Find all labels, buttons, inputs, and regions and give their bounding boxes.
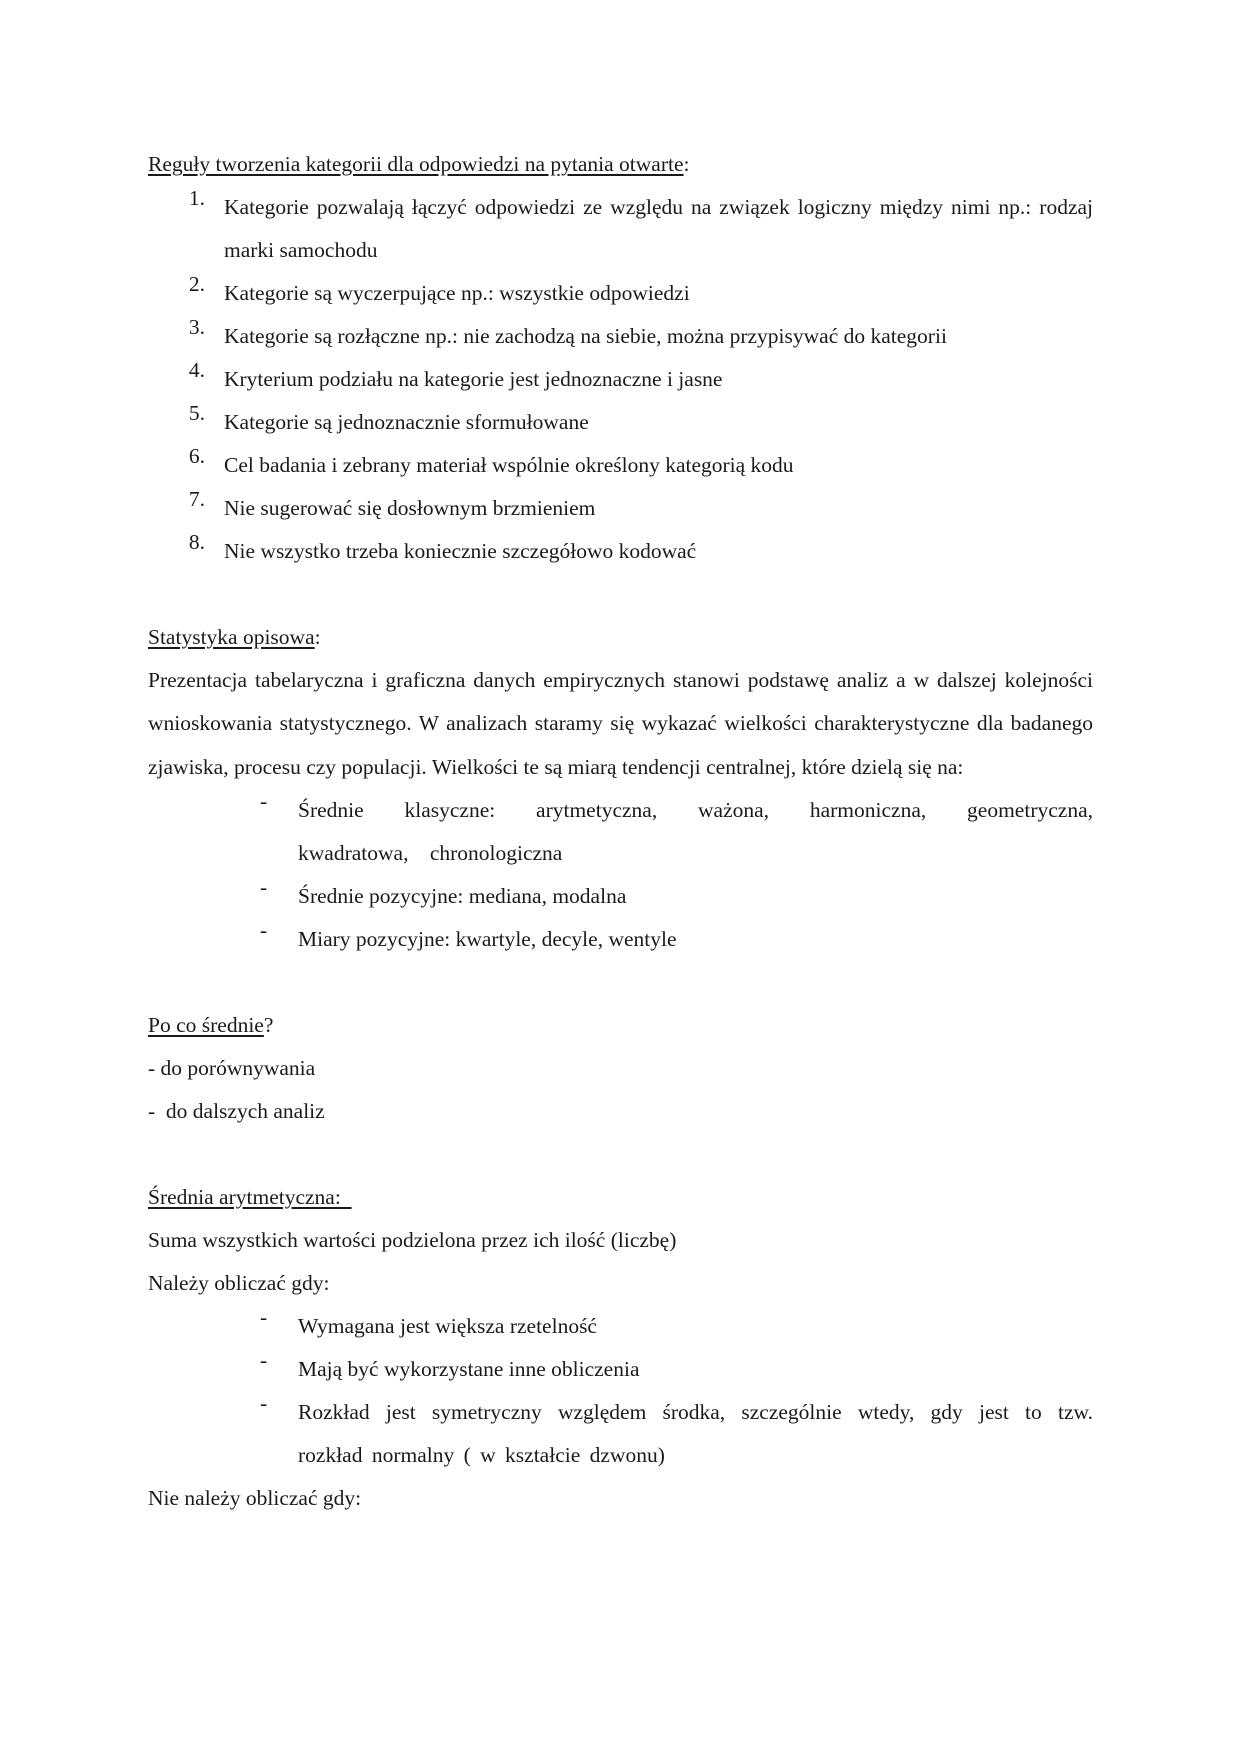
section-heading-rules	[148, 143, 1093, 186]
list-number: 3.	[188, 315, 205, 339]
list-item	[148, 875, 1093, 918]
list-text: Kategorie pozwalają łączyć odpowiedzi ze względu na związek logiczny między nimi np.: rodzaj marki samochodu	[224, 195, 1093, 262]
list-text: Średnie pozycyjne: mediana, modalna	[298, 883, 627, 908]
list-text: Kategorie są rozłączne np.: nie zachodzą na siebie, można przypisywać do kategorii	[224, 324, 947, 348]
descriptive-stats-paragraph: Prezentacja tabelaryczna i graficzna danych empirycznych stanowi podstawę analiz a w dalszej kolejności wnioskowania statystycznego. W analizach staramy się wykazać wielkości charakterystyczne dla badanego zjawiska, procesu czy populacji. Wielkości te są miarą tendencji centralnej, które dzielą się na:	[148, 668, 1093, 779]
list-item	[148, 530, 1093, 573]
heading-suffix: :	[314, 625, 321, 649]
list-item	[148, 401, 1093, 444]
section-heading-why-means	[148, 1004, 1093, 1047]
blank-line	[148, 1133, 1093, 1176]
blank-line	[148, 573, 1093, 616]
conditions-dash-list	[148, 1305, 1093, 1477]
list-dash: -	[260, 917, 268, 942]
list-item	[148, 1348, 1093, 1391]
section-heading-descriptive-stats	[148, 616, 1093, 659]
heading-text: Reguły tworzenia kategorii dla odpowiedzi na pytania otwarte	[148, 152, 684, 176]
list-text: Wymagana jest większa rzetelność	[298, 1313, 597, 1338]
list-dash: -	[260, 1304, 268, 1329]
list-dash: -	[260, 874, 268, 899]
list-number: 2.	[188, 272, 205, 296]
why-means-line: - do dalszych analiz	[148, 1098, 325, 1123]
list-item	[148, 789, 1093, 875]
list-number: 6.	[188, 444, 205, 468]
list-text: Średnie klasyczne: arytmetyczna, ważona, harmoniczna, geometryczna, kwadratowa, chronologiczna	[298, 797, 1093, 865]
list-item	[148, 444, 1093, 487]
list-number: 8.	[188, 530, 205, 554]
list-item	[148, 1391, 1093, 1477]
section-heading-arithmetic-mean	[148, 1176, 1093, 1219]
list-dash: -	[260, 1390, 268, 1415]
list-text: Nie sugerować się dosłownym brzmieniem	[224, 496, 596, 520]
measures-dash-list	[148, 789, 1093, 961]
list-text: Miary pozycyjne: kwartyle, decyle, wentyle	[298, 926, 677, 951]
arithmetic-mean-definition: Suma wszystkich wartości podzielona przez ich ilość (liczbę)	[148, 1227, 677, 1252]
list-text: Kryterium podziału na kategorie jest jednoznaczne i jasne	[224, 367, 723, 391]
list-item	[148, 315, 1093, 358]
heading-text: Po co średnie	[148, 1012, 264, 1037]
should-not-calculate-label: Nie należy obliczać gdy:	[148, 1485, 362, 1510]
list-dash: -	[260, 788, 268, 813]
list-item	[148, 358, 1093, 401]
list-text: Mają być wykorzystane inne obliczenia	[298, 1356, 640, 1381]
list-item	[148, 1305, 1093, 1348]
list-dash: -	[260, 1347, 268, 1372]
list-text: Rozkład jest symetryczny względem środka, szczególnie wtedy, gdy jest to tzw. rozkład normalny ( w kształcie dzwonu)	[298, 1399, 1093, 1467]
why-means-line: - do porównywania	[148, 1055, 316, 1080]
list-text: Kategorie są wyczerpujące np.: wszystkie odpowiedzi	[224, 281, 690, 305]
list-item	[148, 487, 1093, 530]
list-item	[148, 186, 1093, 272]
list-number: 5.	[188, 401, 205, 425]
should-calculate-label: Należy obliczać gdy:	[148, 1270, 330, 1295]
list-item	[148, 272, 1093, 315]
heading-text: Statystyka opisowa	[148, 625, 315, 649]
list-item	[148, 918, 1093, 961]
list-number: 7.	[188, 487, 205, 511]
rules-ordered-list	[148, 186, 1093, 573]
list-text: Nie wszystko trzeba koniecznie szczegółowo kodować	[224, 539, 697, 563]
list-text: Kategorie są jednoznacznie sformułowane	[224, 410, 589, 434]
blank-line	[148, 961, 1093, 1004]
document-page	[148, 143, 1093, 1520]
list-text: Cel badania i zebrany materiał wspólnie określony kategorią kodu	[224, 453, 794, 477]
heading-suffix: :	[683, 152, 690, 176]
heading-suffix: ?	[263, 1012, 274, 1037]
list-number: 1.	[188, 186, 205, 210]
list-number: 4.	[188, 358, 205, 382]
heading-text: Średnia arytmetyczna:	[148, 1184, 352, 1209]
